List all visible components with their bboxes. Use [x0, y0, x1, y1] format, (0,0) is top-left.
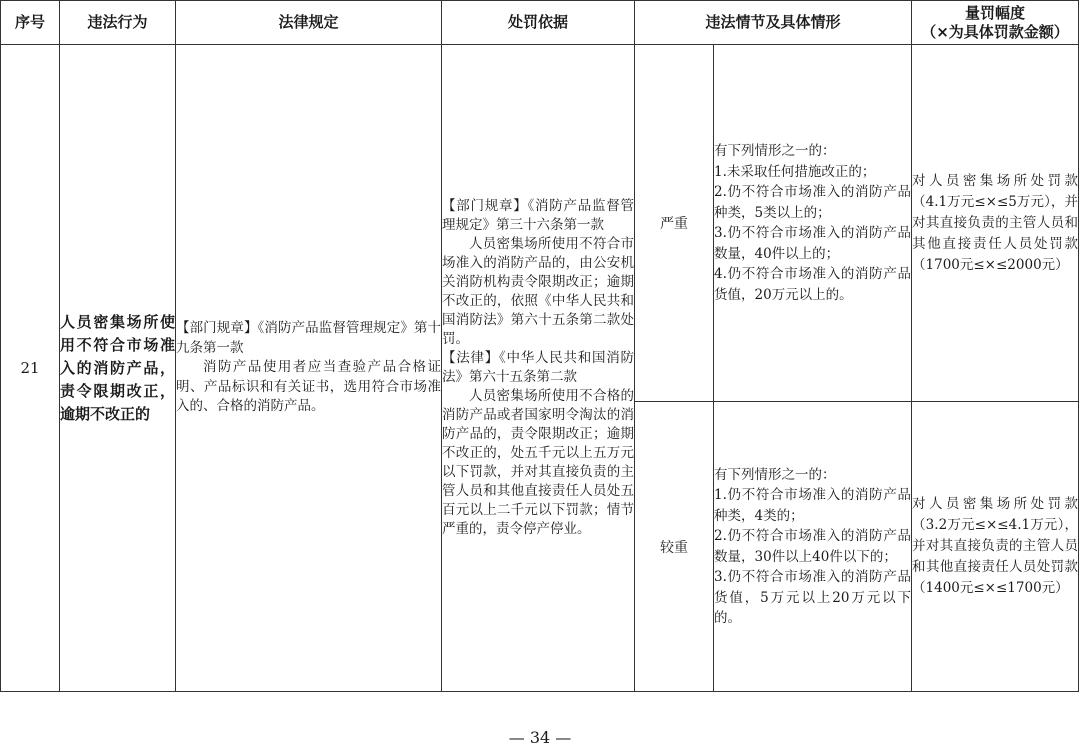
level-serious: 严重	[635, 45, 714, 402]
level-fairly-serious: 较重	[635, 402, 714, 692]
header-circumstances: 违法情节及具体情形	[635, 1, 912, 45]
basis-2-text: 人员密集场所使用不合格的消防产品或者国家明令淘汰的消防产品的，责令限期改正；逾期不改正的，处五千元以上五万元以下罚款，并对其直接负责的主管人员和其他直接责任人员处五百元以上二千元以下罚款；情节严重的，责令停产停业。	[442, 388, 634, 537]
header-law: 法律规定	[176, 1, 442, 45]
header-seq: 序号	[1, 1, 60, 45]
violation-cell: 人员密集场所使用不符合市场准入的消防产品，责令限期改正，逾期不改正的	[60, 45, 176, 692]
page-number: — 34 —	[508, 728, 572, 747]
law-cell	[176, 45, 442, 692]
law-text: 消防产品使用者应当查验产品合格证明、产品标识和有关证书，选用符合市场准入的、合格的消防产品。	[176, 359, 441, 415]
basis-1-text: 人员密集场所使用不符合市场准入的消防产品的，由公安机关消防机构责令限期改正；逾期不改正的，依照《中华人民共和国消防法》第六十五条第二款处罚。	[442, 236, 634, 347]
table-row	[1, 45, 1079, 402]
seq-cell: 21	[1, 45, 60, 692]
basis-cell	[442, 45, 635, 692]
header-violation: 违法行为	[60, 1, 176, 45]
basis-1-title: 【部门规章】《消防产品监督管理规定》第三十六条第一款	[442, 198, 634, 233]
header-penalty-line2: （×为具体罚款金额）	[921, 22, 1069, 41]
basis-2-title: 【法律】《中华人民共和国消防法》第六十五条第二款	[442, 350, 634, 385]
header-penalty-line1: 量罚幅度	[965, 3, 1026, 22]
fine-serious: 对人员密集场所处罚款（4.1万元≤×≤5万元），并对其直接负责的主管人员和其他直接责任人员处罚款（1700元≤×≤2000元）	[912, 45, 1079, 402]
header-row	[1, 1, 1079, 45]
header-basis: 处罚依据	[442, 1, 635, 45]
law-title: 【部门规章】《消防产品监督管理规定》第十九条第一款	[176, 320, 441, 356]
fine-fairly-serious: 对人员密集场所处罚款（3.2万元≤×≤4.1万元），并对其直接负责的主管人员和其他直接责任人员处罚款（1400元≤×≤1700元）	[912, 402, 1079, 692]
detail-fairly-serious: 有下列情形之一的： 1.仍不符合市场准入的消防产品种类，4类的； 2.仍不符合市场准入的消防产品数量，30件以上40件以下的； 3.仍不符合市场准入的消防产品货值，5万元以上20万元以下的。	[714, 402, 912, 692]
header-penalty	[912, 1, 1079, 45]
detail-serious: 有下列情形之一的： 1.未采取任何措施改正的； 2.仍不符合市场准入的消防产品种类，5类以上的； 3.仍不符合市场准入的消防产品数量，40件以上的； 4.仍不符合市场准入的消防产品货值，20万元以上的。	[714, 45, 912, 402]
